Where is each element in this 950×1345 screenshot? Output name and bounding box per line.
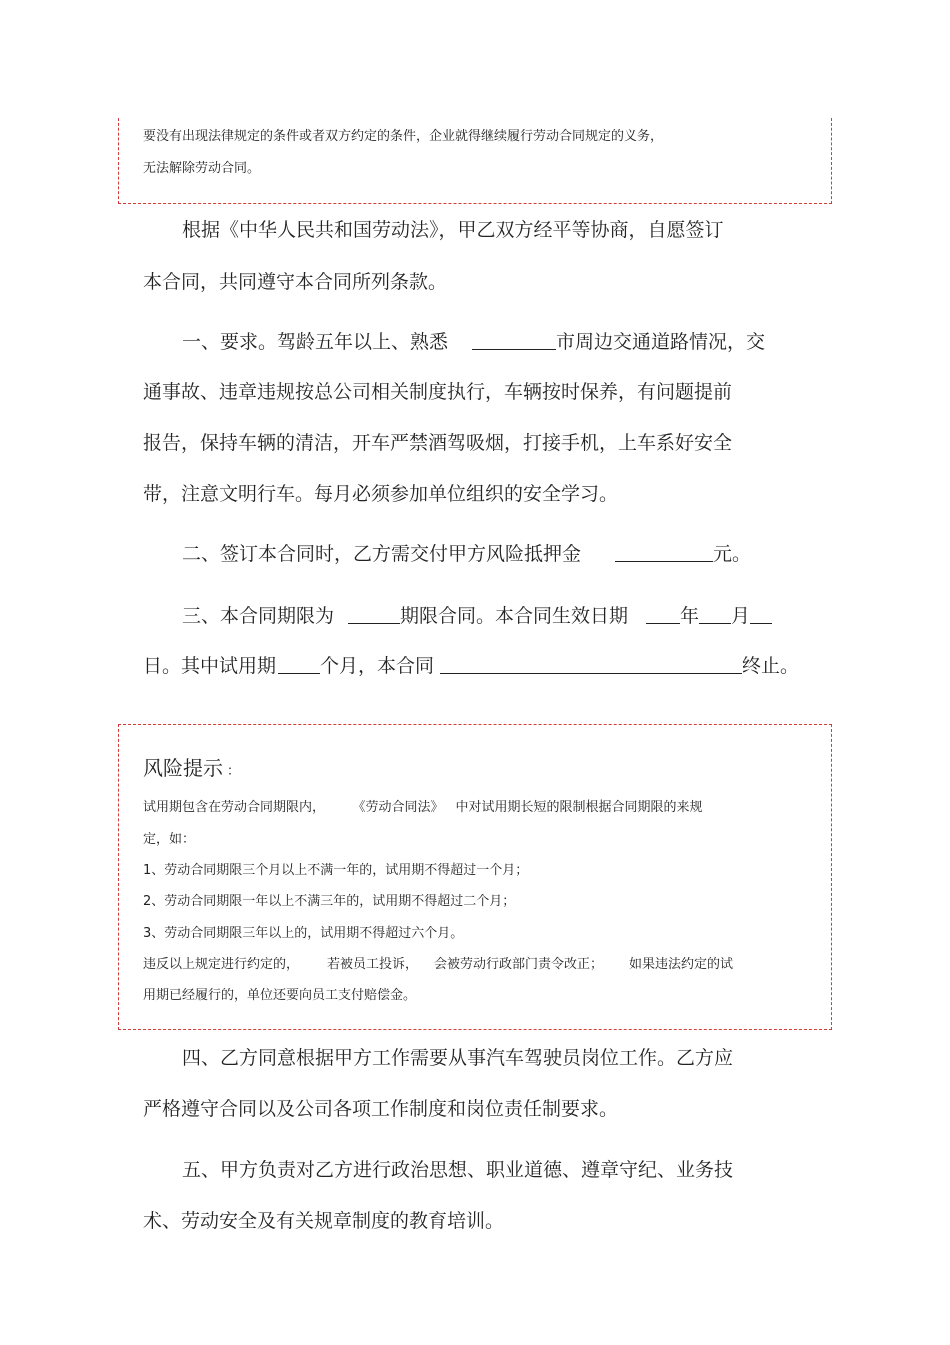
intro-line-2: 本合同，共同遵守本合同所列条款。 (143, 271, 448, 293)
risk-line-7: 用期已经履行的，单位还要向员工支付赔偿金。 (143, 988, 417, 1003)
clause-1-line-4: 带，注意文明行车。每月必须参加单位组织的安全学习。 (143, 483, 619, 505)
top-note-line-2: 无法解除劳动合同。 (143, 161, 261, 176)
deposit-blank (615, 543, 713, 562)
clause-3-line-2 (143, 654, 799, 678)
clause-3-text-d: 月 (731, 605, 751, 627)
risk-line-6-a: 违反以上规定进行约定的， (143, 957, 300, 972)
clause-5-line-2: 术、劳动安全及有关规章制度的教育培训。 (143, 1210, 505, 1232)
month-blank (699, 605, 731, 624)
risk-line-1 (143, 800, 703, 816)
clause-2-text-b: 元。 (713, 543, 752, 565)
risk-line-5: 3、劳动合同期限三年以上的，试用期不得超过六个月。 (143, 926, 464, 941)
clause-1-line-3: 报告，保持车辆的清洁，开车严禁酒驾吸烟，打接手机，上车系好安全 (143, 432, 733, 454)
clause-4-line-1: 四、乙方同意根据甲方工作需要从事汽车驾驶员岗位工作。乙方应 (182, 1047, 734, 1069)
clause-1-line-1 (182, 330, 765, 354)
risk-line-6-b: 若被员工投诉， (327, 957, 419, 972)
risk-notice-title: 风险提示 ： (143, 756, 241, 780)
intro-line-1: 根据《中华人民共和国劳动法》，甲乙双方经平等协商，自愿签订 (182, 219, 724, 241)
risk-line-1-a: 试用期包含在劳动合同期限内， (143, 800, 326, 815)
clause-1-text-b: 市周边交通道路情况，交 (556, 331, 766, 353)
top-note-line-1: 要没有出现法律规定的条件或者双方约定的条件，企业就得继续履行劳动合同规定的义务， (143, 129, 664, 144)
risk-line-6-c: 会被劳动行政部门责令改正； (434, 957, 604, 972)
risk-line-3: 1、劳动合同期限三个月以上不满一年的，试用期不得超过一个月； (143, 863, 529, 878)
clause-4-line-2: 严格遵守合同以及公司各项工作制度和岗位责任制要求。 (143, 1098, 619, 1120)
clause-2-text-a: 二、签订本合同时，乙方需交付甲方风险抵押金 (182, 543, 582, 565)
risk-line-4: 2、劳动合同期限一年以上不满三年的，试用期不得超过二个月； (143, 894, 516, 909)
clause-1-line-2: 通事故、违章违规按总公司相关制度执行，车辆按时保养，有问题提前 (143, 381, 733, 403)
risk-line-6-d: 如果违法约定的试 (629, 957, 734, 972)
term-blank (348, 605, 400, 624)
clause-3-text-b: 期限合同。本合同生效日期 (400, 605, 629, 627)
risk-line-6 (143, 957, 733, 973)
probation-blank (278, 655, 320, 674)
clause-3-line-1 (182, 604, 772, 628)
year-blank (646, 605, 680, 624)
clause-3-text-e: 日。其中试用期 (143, 655, 277, 677)
city-blank (472, 331, 556, 350)
day-blank (750, 605, 772, 624)
clause-3-text-g: 终止。 (742, 655, 800, 677)
clause-3-text-c: 年 (680, 605, 700, 627)
clause-3-text-a: 三、本合同期限为 (182, 605, 335, 627)
clause-3-text-f: 个月，本合同 (320, 655, 435, 677)
end-date-blank (440, 655, 742, 674)
clause-2-line (182, 542, 751, 566)
risk-line-1-b: 《劳动合同法》 (359, 800, 444, 815)
clause-5-line-1: 五、甲方负责对乙方进行政治思想、职业道德、遵章守纪、业务技 (182, 1159, 734, 1181)
risk-line-1-c: 中对试用期长短的限制根据合同期限的来规 (455, 800, 703, 815)
risk-line-2: 定，如： (143, 832, 196, 847)
clause-1-text-a: 一、要求。驾龄五年以上、熟悉 (182, 331, 449, 353)
